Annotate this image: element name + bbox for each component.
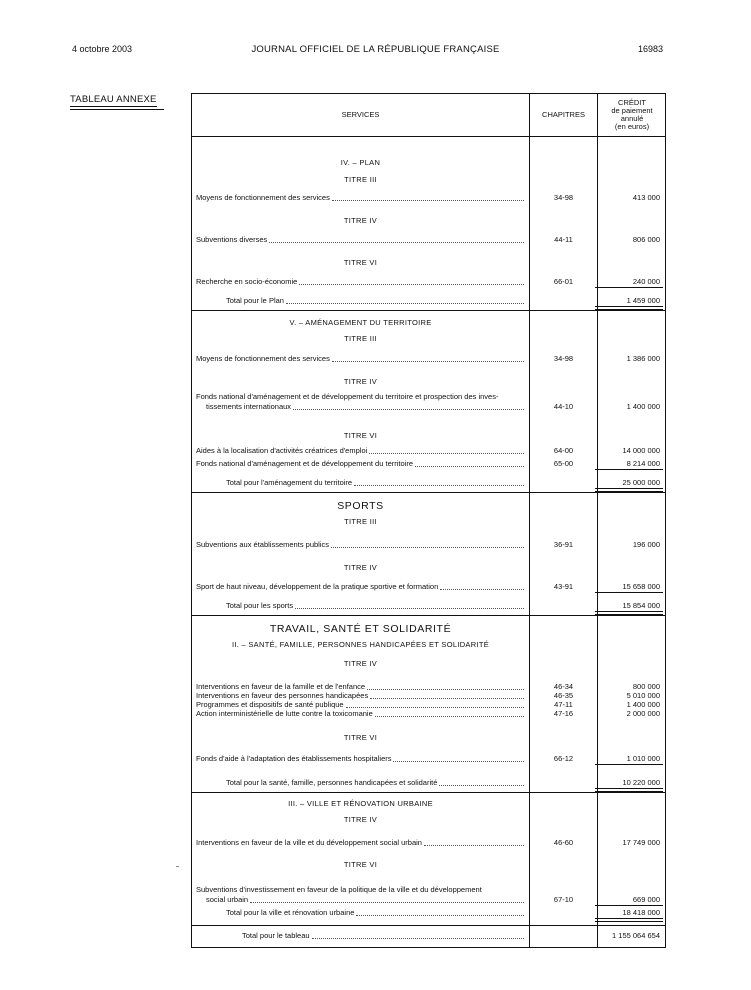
chapter-code: 47-16 (553, 709, 574, 718)
dot-leader (356, 915, 524, 916)
dot-leader (424, 845, 524, 846)
credit-value: 800 000 (632, 682, 660, 691)
row-label-continued: social urbain (206, 895, 249, 904)
chapter-code: 46-35 (553, 691, 574, 700)
row-label: Action interministérielle de lutte contre la toxicomanie (196, 709, 373, 718)
credit-value: 2 000 000 (626, 709, 660, 718)
header-date: 4 octobre 2003 (72, 44, 133, 54)
annex-table (191, 93, 666, 948)
credit-value: 196 000 (632, 540, 660, 549)
total-value: 15 854 000 (622, 601, 660, 610)
row-label: Subventions diverses (196, 235, 268, 244)
chapter-code: 47-11 (554, 700, 573, 709)
chapter-code: 46-60 (553, 838, 574, 847)
row-label: Fonds national d'aménagement et de développement du territoire et prospection des inves- (196, 392, 499, 401)
chapter-code: 46-34 (553, 682, 574, 691)
annex-label: TABLEAU ANNEXE (70, 94, 157, 105)
subsection-heading: TITRE VI (343, 733, 378, 742)
row-label: Interventions en faveur de la ville et du développement social urbain (196, 838, 422, 847)
total-value: 1 459 000 (626, 296, 660, 305)
subsection-heading: TITRE VI (343, 431, 378, 440)
subsection-heading: III. – VILLE ET RÉNOVATION URBAINE (288, 799, 433, 808)
total-label: Total pour le tableau (242, 931, 310, 940)
column-header-services: SERVICES (341, 110, 380, 119)
dot-leader (293, 409, 524, 410)
row-label: Subventions aux établissements publics (196, 540, 329, 549)
subsection-heading: V. – AMÉNAGEMENT DU TERRITOIRE (289, 318, 432, 327)
dot-leader (369, 453, 524, 454)
dot-leader (332, 200, 524, 201)
total-label: Total pour le Plan (226, 296, 284, 305)
dot-leader (269, 242, 524, 243)
total-value: 18 418 000 (622, 908, 660, 917)
total-value: 25 000 000 (622, 478, 660, 487)
chapter-code: 44-11 (554, 235, 573, 244)
journal-title: JOURNAL OFFICIEL DE LA RÉPUBLIQUE FRANÇAISE (251, 44, 500, 55)
row-label: Fonds d'aide à l'adaptation des établissements hospitaliers (196, 754, 392, 763)
row-label: Interventions en faveur de la famille et de l'enfance (196, 682, 366, 691)
credit-value: 1 386 000 (626, 354, 660, 363)
page-number: 16983 (637, 44, 663, 54)
chapter-code: 36-91 (553, 540, 574, 549)
column-divider-2 (597, 94, 598, 947)
dot-leader (250, 902, 524, 903)
chapter-code: 67-10 (553, 895, 574, 904)
dot-leader (370, 698, 524, 699)
subsection-heading: TITRE IV (343, 377, 378, 386)
column-divider-1 (529, 94, 530, 947)
credit-value: 1 400 000 (626, 402, 660, 411)
subsection-heading: IV. – PLAN (340, 158, 381, 167)
credit-value: 14 000 000 (622, 446, 660, 455)
grand-total-rule (192, 925, 666, 926)
section-separator (192, 792, 666, 793)
subtotal-rule (595, 592, 663, 593)
row-label: Programmes et dispositifs de santé publique (196, 700, 344, 709)
row-label: Interventions en faveur des personnes handicapées (196, 691, 369, 700)
subsection-heading: II. – SANTÉ, FAMILLE, PERSONNES HANDICAPÉES ET SOLIDARITÉ (231, 640, 490, 649)
subsection-heading: TITRE III (344, 334, 377, 343)
column-header-credit (598, 94, 666, 136)
row-label: Fonds national d'aménagement et de développement du territoire (196, 459, 413, 468)
dot-leader (367, 689, 524, 690)
credit-value: 1 010 000 (626, 754, 660, 763)
row-label: Recherche en socio-économie (196, 277, 298, 286)
section-heading: SPORTS (337, 500, 384, 512)
dot-leader (286, 303, 524, 304)
credit-value: 17 749 000 (622, 838, 660, 847)
subsection-heading: TITRE IV (343, 563, 378, 572)
section-heading: TRAVAIL, SANTÉ ET SOLIDARITÉ (269, 623, 452, 635)
dot-leader (375, 716, 524, 717)
chapter-code: 66-01 (553, 277, 574, 286)
annex-rule (70, 109, 164, 110)
row-label: Sport de haut niveau, développement de la pratique sportive et formation (196, 582, 439, 591)
credit-value: 413 000 (632, 193, 660, 202)
subsection-heading: TITRE III (344, 517, 377, 526)
total-double-rule (595, 918, 663, 922)
chapter-code: 64-00 (553, 446, 574, 455)
margin-mark (176, 866, 179, 867)
dot-leader (295, 608, 524, 609)
chapter-code: 44-10 (553, 402, 574, 411)
dot-leader (331, 547, 524, 548)
credit-value: 806 000 (632, 235, 660, 244)
credit-value: 5 010 000 (626, 691, 660, 700)
subsection-heading: TITRE IV (343, 216, 378, 225)
total-value: 1 155 064 654 (612, 931, 660, 940)
dot-leader (393, 761, 524, 762)
dot-leader (440, 589, 524, 590)
chapter-code: 65-00 (553, 459, 574, 468)
total-label: Total pour la santé, famille, personnes handicapées et solidarité (226, 778, 438, 787)
credit-value: 669 000 (632, 895, 660, 904)
credit-value: 8 214 000 (626, 459, 660, 468)
total-label: Total pour la ville et rénovation urbaine (226, 908, 355, 917)
column-header-chapitres: CHAPITRES (542, 110, 585, 119)
credit-value: 1 400 000 (626, 700, 660, 709)
dot-leader (299, 284, 524, 285)
chapter-code: 34-98 (553, 354, 574, 363)
chapter-code: 66-12 (553, 754, 574, 763)
section-separator (192, 492, 666, 493)
dot-leader (346, 707, 524, 708)
subsection-heading: TITRE IV (343, 815, 378, 824)
row-label-continued: tissements internationaux (206, 402, 292, 411)
dot-leader (354, 485, 524, 486)
dot-leader (312, 938, 524, 939)
subtotal-rule (595, 469, 663, 470)
total-label: Total pour l'aménagement du territoire (226, 478, 353, 487)
subtotal-rule (595, 287, 663, 288)
dot-leader (415, 466, 524, 467)
dot-leader (439, 785, 524, 786)
credit-value: 15 658 000 (622, 582, 660, 591)
total-label: Total pour les sports (226, 601, 294, 610)
total-value: 10 220 000 (622, 778, 660, 787)
section-separator (192, 310, 666, 311)
credit-value: 240 000 (632, 277, 660, 286)
chapter-code: 43-91 (553, 582, 574, 591)
row-label: Moyens de fonctionnement des services (196, 193, 330, 202)
subtotal-rule (595, 764, 663, 765)
row-label: Aides à la localisation d'activités créatrices d'emploi (196, 446, 368, 455)
section-separator (192, 615, 666, 616)
subtotal-rule (595, 905, 663, 906)
subsection-heading: TITRE IV (343, 659, 378, 668)
row-label: Subventions d'investissement en faveur de la politique de la ville et du développement (196, 885, 482, 894)
dot-leader (332, 361, 524, 362)
row-label: Moyens de fonctionnement des services (196, 354, 330, 363)
chapter-code: 34-98 (553, 193, 574, 202)
subsection-heading: TITRE VI (343, 860, 378, 869)
credit-header-text: CRÉDIT de paiement annulé (en euros) (611, 98, 653, 131)
header-rule (192, 136, 665, 137)
subsection-heading: TITRE III (344, 175, 377, 184)
subsection-heading: TITRE VI (343, 258, 378, 267)
